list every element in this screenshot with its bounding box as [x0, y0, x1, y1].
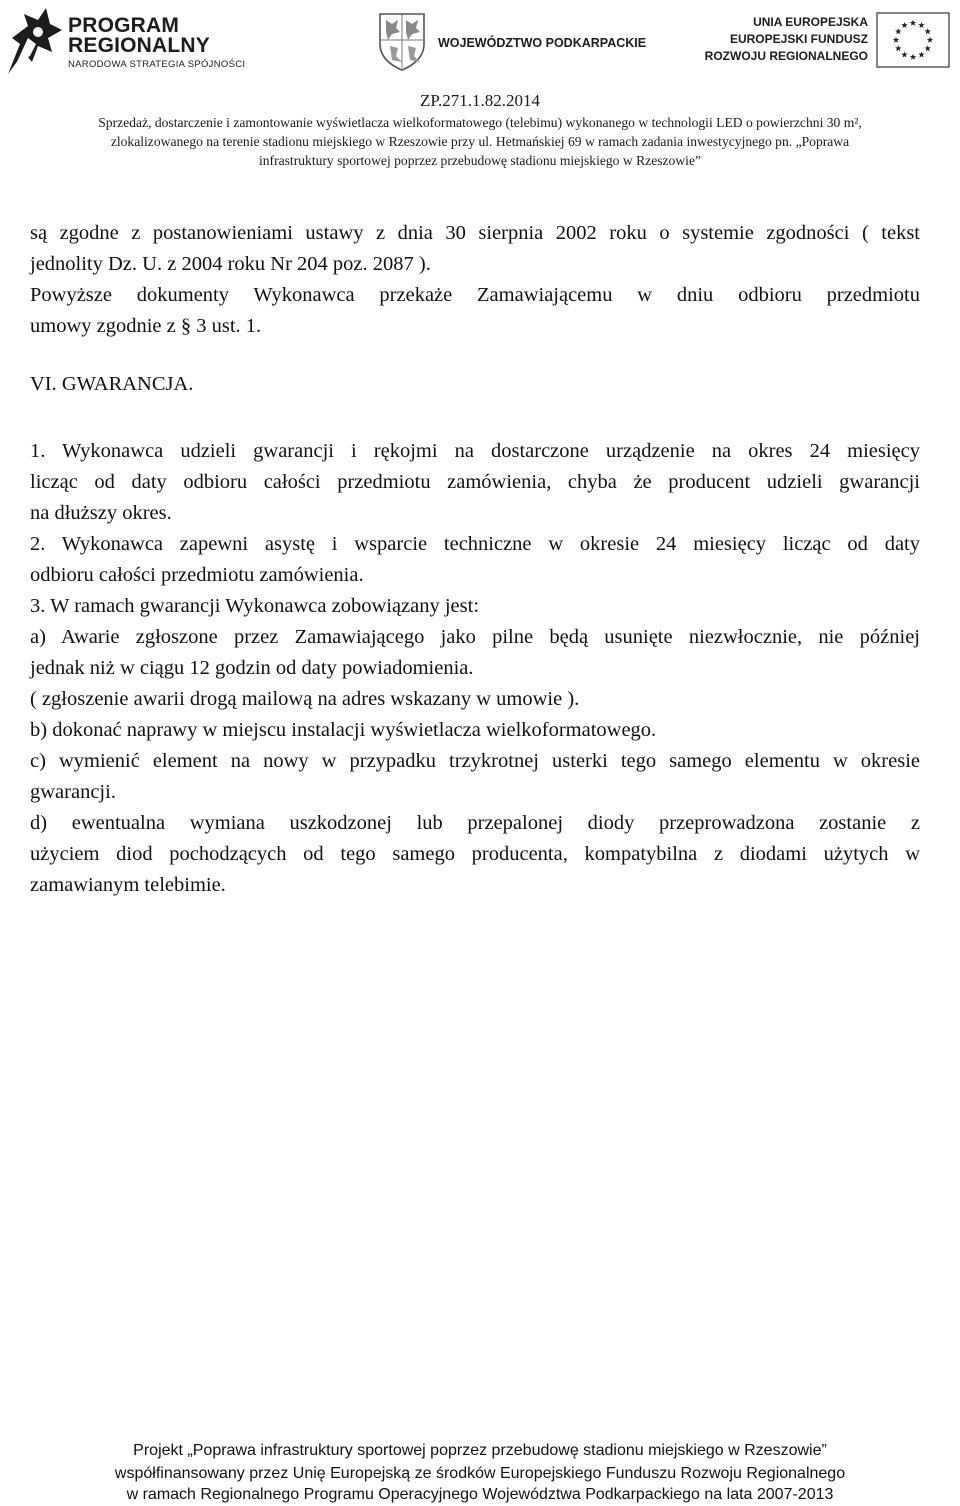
eu-logo-line2: EUROPEJSKI FUNDUSZ [729, 32, 868, 46]
program-regionalny-logo [6, 4, 256, 80]
warranty-point-2 [30, 529, 920, 591]
paragraph-line: odbioru całości przedmiotu zamówienia. [30, 564, 364, 586]
paragraph-line: c) wymienić element na nowy w przypadku trzykrotnej usterki tego samego elementu w okresie [30, 750, 920, 772]
footer-line-2: współfinansowany przez Unię Europejską ze środków Europejskiego Funduszu Rozwoju Regionalnego [114, 1465, 846, 1482]
conformity-paragraph [30, 218, 920, 280]
paragraph-line: ( zgłoszenie awarii drogą mailową na adres wskazany w umowie ). [30, 688, 580, 710]
paragraph-line: 2. Wykonawca zapewni asystę i wsparcie techniczne w okresie 24 miesięcy licząc od daty [30, 533, 920, 555]
paragraph-line: jednak niż w ciągu 12 godzin od daty powiadomienia. [30, 657, 474, 679]
paragraph-line: na dłuższy okres. [30, 502, 172, 524]
wojewodztwo-logo [376, 10, 646, 72]
reference-number: ZP.271.1.82.2014 [420, 91, 540, 110]
paragraph-line: umowy zgodnie z § 3 ust. 1. [30, 315, 262, 337]
footer-line-1: Projekt „Poprawa infrastruktury sportowej poprzez przebudowę stadionu miejskiego w Rzeszowie” [133, 1442, 827, 1459]
wojewodztwo-name: WOJEWÓDZTWO PODKARPACKIE [438, 36, 647, 50]
eu-logo [700, 10, 950, 72]
coat-of-arms-icon [376, 10, 428, 72]
eu-logo-text [688, 14, 868, 65]
program-regionalny-emblem-icon [6, 4, 64, 80]
footer-line-3: w ramach Regionalnego Programu Operacyjnego Województwa Podkarpackiego na lata 2007-2013 [126, 1486, 834, 1503]
warranty-point-1 [30, 436, 920, 529]
subject-line: zlokalizowanego na terenie stadionu miejskiego w Rzeszowie przy ul. Hetmańskiej 69 w ramach zadania inwestycyjnego pn. „Poprawa [110, 134, 850, 149]
eu-flag-icon [876, 12, 950, 68]
program-logo-subtitle: NARODOWA STRATEGIA SPÓJNOŚCI [68, 59, 246, 70]
program-logo-title-line2: REGIONALNY [68, 34, 211, 57]
paragraph-line: użyciem diod pochodzących od tego samego producenta, kompatybilna z diodami użytych w [30, 843, 920, 865]
eu-logo-line1: UNIA EUROPEJSKA [753, 15, 868, 29]
warranty-point-3 [30, 591, 920, 901]
program-logo-title [68, 16, 210, 56]
paragraph-line: d) ewentualna wymiana uszkodzonej lub przepalonej diody przeprowadzona zostanie z [30, 812, 920, 834]
paragraph-line: a) Awarie zgłoszone przez Zamawiającego jako pilne będą usunięte niezwłocznie, nie później [30, 626, 920, 648]
eu-logo-line3: ROZWOJU REGIONALNEGO [704, 49, 868, 63]
program-logo-title-line1: PROGRAM [68, 14, 180, 37]
paragraph-line: b) dokonać naprawy w miejscu instalacji wyświetlacza wielkoformatowego. [30, 719, 657, 741]
documents-paragraph [30, 280, 920, 342]
paragraph-line: zamawianym telebimie. [30, 874, 226, 896]
subject-line: Sprzedaż, dostarczenie i zamontowanie wyświetlacza wielkoformatowego (telebimu) wykonanego w technologii LED o powierzchni 30 m², [98, 115, 862, 130]
paragraph-line: 1. Wykonawca udzieli gwarancji i rękojmi na dostarczone urządzenie na okres 24 miesięcy [30, 440, 920, 462]
paragraph-line: jednolity Dz. U. z 2004 roku Nr 204 poz. 2087 ). [30, 253, 431, 275]
section-title: VI. GWARANCJA. [30, 373, 194, 395]
paragraph-line: są zgodne z postanowieniami ustawy z dnia 30 sierpnia 2002 roku o systemie zgodności ( tekst [30, 222, 920, 244]
paragraph-line: gwarancji. [30, 781, 116, 803]
subject-line: infrastruktury sportowej poprzez przebudowę stadionu miejskiego w Rzeszowie” [258, 153, 702, 168]
paragraph-line: licząc od daty odbioru całości przedmiotu zamówienia, chyba że producent udzieli gwarancji [30, 471, 920, 493]
paragraph-line: 3. W ramach gwarancji Wykonawca zobowiązany jest: [30, 595, 480, 617]
paragraph-line: Powyższe dokumenty Wykonawca przekaże Zamawiającemu w dniu odbioru przedmiotu [30, 284, 920, 306]
